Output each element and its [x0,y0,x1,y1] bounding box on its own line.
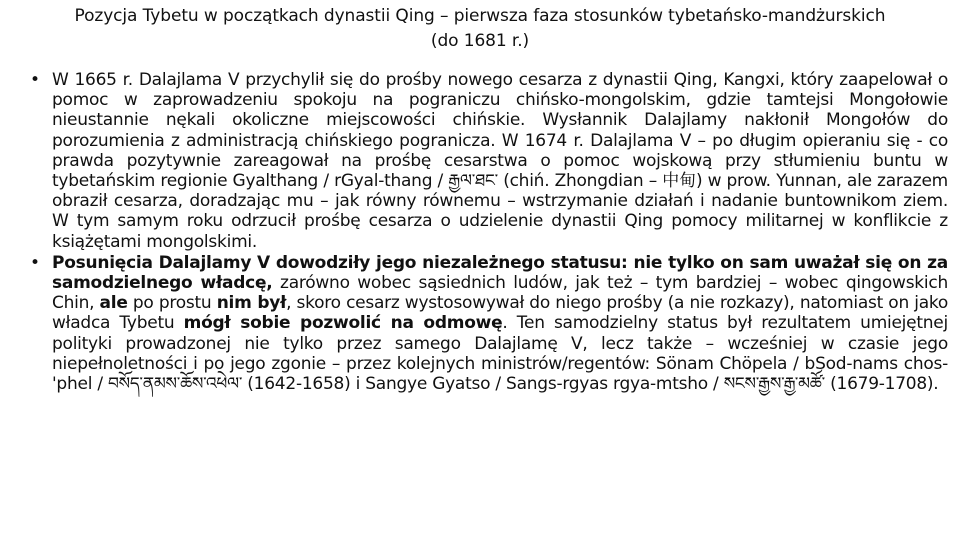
bullet-paragraph-1 [30,70,948,252]
chinese-text-zhongdian: 中甸 [662,171,696,192]
tibetan-text-sangye-gyatso: སངས་རྒྱས་རྒྱ་མཚོ་ [723,374,825,395]
slide-content [30,70,948,394]
paragraph-2-text-f: (1679-1708). [824,374,939,395]
title-line-2: (do 1681 r.) [430,31,530,51]
tibetan-text-gyalthang: རྒྱལ་ཐང་ [448,171,498,192]
slide-title [20,4,940,54]
paragraph-2-text-b: po prostu [127,293,217,314]
paragraph-2-text-d: . Ten samodzielny status był rezultatem umiejętnej polityki prowadzonej nie tylko przez samego Dalajlamę V, lecz także – wcześniej w czasie jego niepełnoletności i po jego zgonie – przez kolejnych ministrów/regentów: Sönam Chöpela / bSod-nams chos-'phel / [52,313,948,395]
bullet-dot: • [30,252,40,273]
paragraph-2-bold-a: Posunięcia Dalajlamy V dowodziły jego niezależnego statusu: nie tylko on sam uważał się on za samodzielnego władcę, [52,252,948,294]
paragraph-2-text-e: (1642-1658) i Sangye Gyatso / Sangs-rgyas rgya-mtsho / [242,374,724,395]
paragraph-2-text-c: , skoro cesarz wystosowywał do niego prośby (a nie rozkazy), natomiast on jako władca Tybetu [52,293,948,334]
paragraph-1-text-a: W 1665 r. Dalajlama V przychylił się do prośby nowego cesarza z dynastii Qing, Kangxi, który zaapelował o pomoc w zaprowadzeniu spokoju na pograniczu chińsko-mongolskim, gdzie tamtejsi Mongołowie nieustannie nękali okoliczne miejscowości chińskie. Wysłannik Dalajlamy nakłonił Mongołów do porozumienia z administracją chińskiego pogranicza. W 1674 r. Dalajlama V – po długim opieraniu się - co prawda pozytywnie zareagował na prośbę cesarstwa o pomoc wojskową przy stłumieniu buntu w tybetańskim regionie Gyalthang / rGyal-thang / [52,70,948,192]
bullet-paragraph-2 [30,253,948,394]
tibetan-text-sonam-chopel: བསོད་ནམས་ཆོས་འཕེལ་ [107,374,243,395]
paragraph-1-text-c: ) w prow. Yunnan, ale zarazem obraził cesarza, doradzając mu – jak równy równemu – wstrzymanie działań i nadanie buntownikom ziem. W tym samym roku odrzucił prośbę cesarza o udzielenie dynastii Qing pomocy militarnej w konflikcie z książętami mongolskimi. [52,171,948,252]
paragraph-1-text-b: (chiń. Zhongdian – [497,171,663,192]
title-line-1: Pozycja Tybetu w początkach dynastii Qing – pierwsza faza stosunków tybetańsko-mandżurskich [74,6,886,26]
bullet-dot: • [30,70,40,90]
paragraph-2-text-a: zarówno wobec sąsiednich ludów, jak też – tym bardziej – wobec qingowskich Chin, [52,273,948,314]
paragraph-2-bold-b: ale [99,293,128,314]
paragraph-2-bold-d: mógł sobie pozwolić na odmowę [183,313,503,334]
paragraph-2-bold-c: nim był [216,293,287,314]
